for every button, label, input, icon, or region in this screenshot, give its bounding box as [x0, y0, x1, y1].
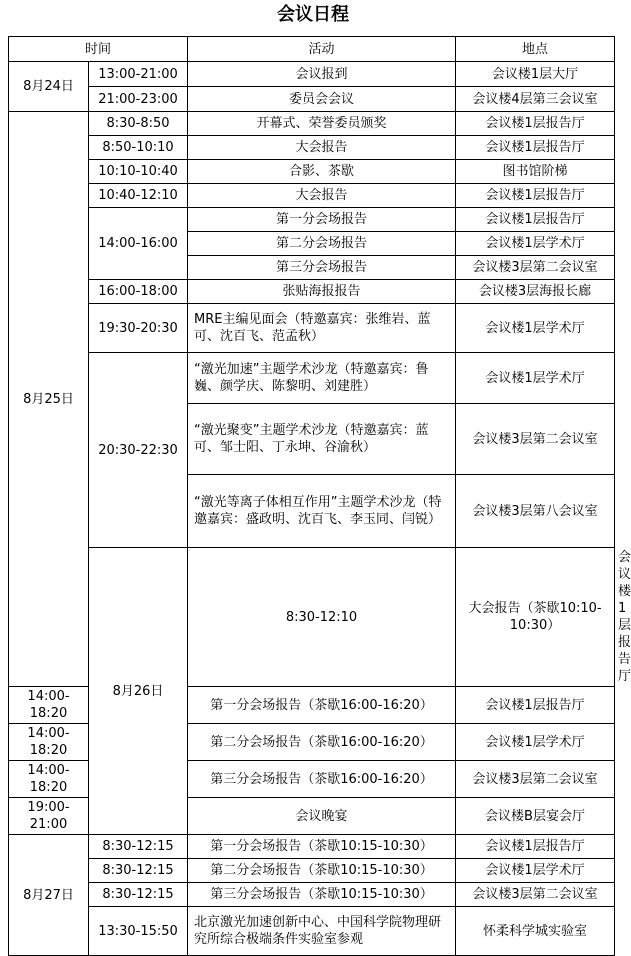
time-cell: 13:30-15:50	[89, 907, 188, 956]
time-cell: 8:30-12:15	[89, 883, 188, 907]
activity-cell: 第三分会场报告	[188, 256, 456, 280]
table-row	[9, 907, 615, 956]
location-cell: 会议楼3层第二会议室	[456, 404, 615, 475]
activity-cell: 会议晚宴	[188, 798, 456, 835]
header-location: 地点	[456, 37, 615, 62]
date-cell: 8月26日	[89, 548, 188, 835]
time-cell: 10:10-10:40	[89, 160, 188, 184]
table-row	[9, 112, 615, 136]
location-cell: 会议楼3层第八会议室	[456, 475, 615, 548]
activity-cell: 第一分会场报告	[188, 208, 456, 232]
table-row	[9, 87, 615, 112]
activity-cell: 第三分会场报告（茶歇10:15-10:30）	[188, 883, 456, 907]
activity-cell: 第二分会场报告	[188, 232, 456, 256]
time-cell: 8:30-12:10	[188, 548, 456, 687]
table-row	[9, 160, 615, 184]
activity-cell: 会议报到	[188, 62, 456, 87]
table-row	[9, 136, 615, 160]
time-cell: 19:00-21:00	[9, 798, 89, 835]
location-cell: 会议楼1层报告厅	[456, 112, 615, 136]
time-cell: 14:00-18:20	[9, 761, 89, 798]
activity-cell: “激光聚变”主题学术沙龙（特邀嘉宾：蓝可、邹士阳、丁永坤、谷渝秋）	[188, 404, 456, 475]
time-cell: 14:00-16:00	[89, 208, 188, 280]
table-row	[9, 883, 615, 907]
page-title: 会议日程	[277, 4, 349, 25]
table-row	[9, 835, 615, 859]
location-cell: 会议楼B层宴会厅	[456, 798, 615, 835]
table-row	[9, 62, 615, 87]
location-cell: 会议楼1层报告厅	[456, 136, 615, 160]
date-cell: 8月24日	[9, 62, 89, 112]
time-cell: 8:30-8:50	[89, 112, 188, 136]
activity-cell: 北京激光加速创新中心、中国科学院物理研究所综合极端条件实验室参观	[188, 907, 456, 956]
activity-cell: 开幕式、荣誉委员颁奖	[188, 112, 456, 136]
time-cell: 14:00-18:20	[9, 724, 89, 761]
header-row	[9, 37, 615, 62]
activity-cell: 委员会会议	[188, 87, 456, 112]
location-cell: 会议楼3层第二会议室	[456, 256, 615, 280]
location-cell: 会议楼1层学术厅	[456, 353, 615, 404]
schedule-table	[8, 36, 631, 956]
activity-cell: 合影、茶歇	[188, 160, 456, 184]
activity-cell: 张贴海报报告	[188, 280, 456, 304]
activity-cell: 第二分会场报告（茶歇10:15-10:30）	[188, 859, 456, 883]
location-cell: 会议楼3层海报长廊	[456, 280, 615, 304]
time-cell: 13:00-21:00	[89, 62, 188, 87]
activity-cell: “激光等离子体相互作用”主题学术沙龙（特邀嘉宾：盛政明、沈百飞、李玉同、闫锐）	[188, 475, 456, 548]
date-cell: 8月25日	[9, 112, 89, 687]
location-cell: 会议楼1层报告厅	[456, 184, 615, 208]
activity-cell: 大会报告	[188, 184, 456, 208]
activity-cell: 第二分会场报告（茶歇16:00-16:20）	[188, 724, 456, 761]
time-cell: 14:00-18:20	[9, 687, 89, 724]
date-cell: 8月27日	[9, 835, 89, 956]
activity-cell: MRE主编见面会（特邀嘉宾：张维岩、蓝可、沈百飞、范孟秋）	[188, 304, 456, 353]
activity-cell: 大会报告（茶歇10:10-10:30）	[456, 548, 615, 687]
location-cell: 图书馆阶梯	[456, 160, 615, 184]
location-cell: 怀柔科学城实验室	[456, 907, 615, 956]
activity-cell: 大会报告	[188, 136, 456, 160]
table-row	[9, 184, 615, 208]
location-cell: 会议楼3层第二会议室	[456, 883, 615, 907]
table-row	[9, 280, 615, 304]
location-cell: 会议楼1层报告厅	[456, 687, 615, 724]
location-cell: 会议楼1层报告厅	[456, 208, 615, 232]
table-row	[9, 353, 615, 404]
activity-cell: 第三分会场报告（茶歇16:00-16:20）	[188, 761, 456, 798]
activity-cell: 第一分会场报告（茶歇16:00-16:20）	[188, 687, 456, 724]
time-cell: 20:30-22:30	[89, 353, 188, 548]
location-cell: 会议楼1层学术厅	[456, 859, 615, 883]
location-cell: 会议楼4层第三会议室	[456, 87, 615, 112]
activity-cell: 第一分会场报告（茶歇10:15-10:30）	[188, 835, 456, 859]
location-cell: 会议楼1层报告厅	[456, 835, 615, 859]
location-cell: 会议楼1层大厅	[456, 62, 615, 87]
time-cell: 16:00-18:00	[89, 280, 188, 304]
activity-cell: “激光加速”主题学术沙龙（特邀嘉宾：鲁巍、颜学庆、陈黎明、刘建胜）	[188, 353, 456, 404]
time-cell: 19:30-20:30	[89, 304, 188, 353]
location-cell: 会议楼3层第二会议室	[456, 761, 615, 798]
time-cell: 8:30-12:15	[89, 835, 188, 859]
time-cell: 8:30-12:15	[89, 859, 188, 883]
table-row: 8月26日 8:30-12:10 大会报告（茶歇10:10-10:30） 会议楼1层报告厅	[9, 548, 615, 687]
time-cell: 10:40-12:10	[89, 184, 188, 208]
location-cell: 会议楼1层学术厅	[456, 304, 615, 353]
location-cell: 会议楼1层学术厅	[456, 724, 615, 761]
location-cell: 会议楼1层学术厅	[456, 232, 615, 256]
table-row	[9, 304, 615, 353]
table-row	[9, 208, 615, 232]
time-cell: 8:50-10:10	[89, 136, 188, 160]
header-time: 时间	[9, 37, 188, 62]
table-row	[9, 859, 615, 883]
header-activity: 活动	[188, 37, 456, 62]
time-cell: 21:00-23:00	[89, 87, 188, 112]
